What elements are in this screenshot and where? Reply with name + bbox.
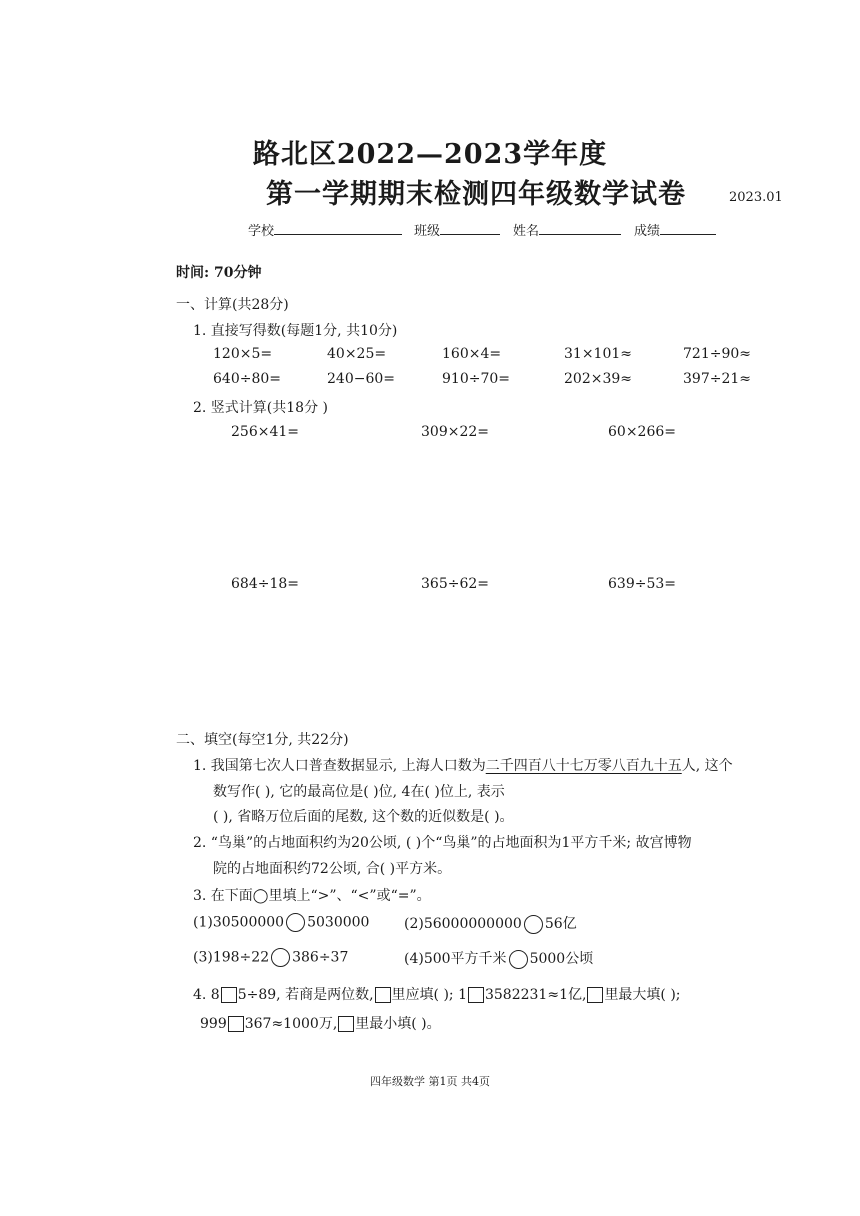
compare-right: 386÷37 (292, 949, 349, 966)
compare-left: (2)56000000000 (404, 916, 522, 932)
question-2-1-text-b: 人, 这个 (681, 758, 733, 774)
question-2-2-line-2: 院的占地面积约72公顷, 合( )平方米。 (213, 861, 452, 877)
digit-box[interactable] (587, 987, 603, 1003)
compare-item (404, 913, 577, 934)
compare-circle[interactable] (524, 915, 543, 934)
q4-text: 367≈1000万, (244, 1016, 338, 1032)
compare-left: (3)198÷22 (193, 949, 270, 966)
oral-item: 31×101≈ (564, 346, 632, 362)
oral-item: 640÷80= (213, 371, 281, 387)
question-1-1-title: 1. 直接写得数(每题1分, 共10分) (193, 323, 398, 339)
compare-circle[interactable] (509, 950, 528, 969)
vertical-calc-item: 365÷62= (421, 576, 489, 592)
digit-box[interactable] (221, 987, 237, 1003)
question-2-3-title: 3. 在下面◯里填上“>”、“<”或“=”。 (193, 888, 431, 904)
compare-right: 5000公顷 (529, 951, 594, 967)
compare-circle[interactable] (271, 948, 290, 967)
question-2-1-line-1 (193, 755, 733, 775)
compare-circle[interactable] (286, 913, 305, 932)
vertical-calc-item: 256×41= (231, 424, 299, 440)
question-2-1-line-2: 数写作( ), 它的最高位是( )位, 4在( )位上, 表示 (213, 784, 505, 800)
oral-item: 120×5= (213, 346, 273, 362)
question-2-4-line-1 (193, 984, 681, 1004)
oral-item: 202×39≈ (564, 371, 632, 387)
score-blank[interactable] (660, 222, 716, 235)
section-1-title: 一、计算(共28分) (176, 297, 289, 313)
name-blank[interactable] (539, 222, 621, 235)
question-2-2-line-1: 2. “鸟巢”的占地面积约为20公顷, ( )个“鸟巢”的占地面积为1平方千米; 故宫博物 (193, 835, 692, 851)
compare-right: 5030000 (307, 914, 370, 931)
oral-item: 910÷70= (442, 371, 510, 387)
compare-item (193, 948, 348, 967)
oral-item: 40×25= (327, 346, 387, 362)
exam-date: 2023.01 (729, 190, 783, 205)
question-2-4-line-2 (200, 1013, 441, 1033)
section-2-title: 二、填空(每空1分, 共22分) (176, 732, 349, 748)
oral-item: 721÷90≈ (683, 346, 751, 362)
time-limit: 时间: 70分钟 (176, 265, 262, 281)
question-2-1-text-a: 1. 我国第七次人口普查数据显示, 上海人口数为 (193, 758, 486, 774)
compare-right: 56亿 (544, 916, 577, 932)
oral-item: 240−60= (327, 371, 395, 387)
compare-item (404, 948, 593, 969)
vertical-calc-item: 639÷53= (608, 576, 676, 592)
population-underlined: 二千四百八十七万零八百九十五 (485, 758, 682, 774)
score-field (634, 220, 716, 239)
score-label: 成绩 (634, 224, 661, 239)
q4-text: 里应填( ); 1 (391, 987, 467, 1003)
oral-item: 160×4= (442, 346, 502, 362)
digit-box[interactable] (228, 1016, 244, 1032)
class-blank[interactable] (440, 222, 500, 235)
school-label: 学校 (248, 224, 275, 239)
school-field (248, 220, 402, 239)
question-1-2-title: 2. 竖式计算(共18分 ) (193, 400, 328, 416)
name-field (513, 220, 621, 239)
vertical-calc-item: 60×266= (608, 424, 676, 440)
compare-left: (1)30500000 (193, 914, 285, 931)
q4-text: 4. 8 (193, 987, 220, 1003)
school-blank[interactable] (274, 222, 402, 235)
class-label: 班级 (414, 224, 441, 239)
q4-text: 5÷89, 若商是两位数, (237, 987, 374, 1003)
oral-item: 397÷21≈ (683, 371, 751, 387)
digit-box[interactable] (338, 1016, 354, 1032)
title-line-2: 第一学期期末检测四年级数学试卷 (266, 179, 686, 210)
vertical-calc-item: 684÷18= (231, 576, 299, 592)
q4-text: 999 (200, 1016, 227, 1032)
question-2-1-line-3: ( ), 省略万位后面的尾数, 这个数的近似数是( )。 (213, 809, 514, 825)
digit-box[interactable] (468, 987, 484, 1003)
digit-box[interactable] (375, 987, 391, 1003)
vertical-calc-item: 309×22= (421, 424, 489, 440)
name-label: 姓名 (513, 224, 540, 239)
class-field (414, 220, 500, 239)
compare-item (193, 913, 369, 932)
q4-text: 3582231≈1亿, (484, 987, 587, 1003)
q4-text: 里最大填( ); (604, 987, 681, 1003)
title-line-1: 路北区2022—2023学年度 (252, 139, 608, 170)
compare-left: (4)500平方千米 (404, 951, 507, 967)
page-footer: 四年级数学 第1页 共4页 (370, 1075, 490, 1088)
q4-text: 里最小填( )。 (355, 1016, 441, 1032)
